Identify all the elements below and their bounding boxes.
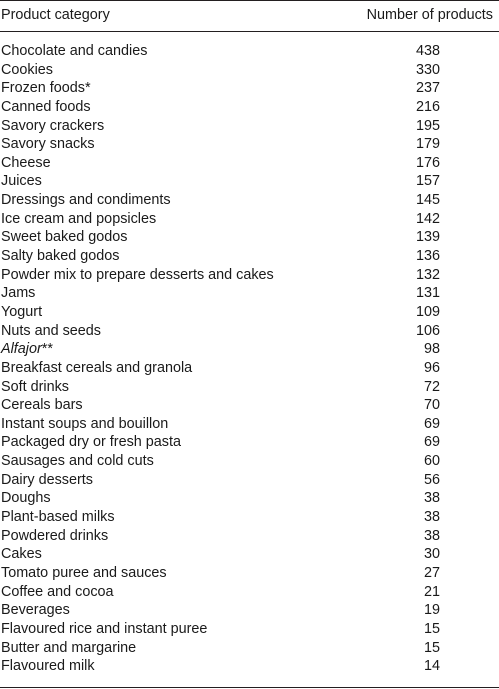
row-category [1,601,70,620]
row-category-text: Savory crackers [1,117,105,134]
table-row [0,601,499,620]
table-row [0,657,499,676]
row-category-text: Juices [1,173,42,190]
row-category-text: Ice cream and popsicles [1,210,157,227]
row-category [1,154,51,173]
row-count: 142 [415,210,440,227]
row-count: 69 [423,415,440,432]
row-category-text: Flavoured rice and instant puree [1,620,208,637]
row-count: 38 [423,527,440,544]
table-row [0,135,499,154]
row-category-text: Dressings and condiments [1,192,171,209]
table-row [0,42,499,61]
row-category-text: Powder mix to prepare desserts and cakes [1,266,274,283]
row-category [1,284,35,303]
row-category-text: Cookies [1,61,53,78]
row-category-text: Soft drinks [1,378,69,395]
row-count: 15 [423,639,440,656]
row-category-text: Cereals bars [1,397,83,414]
row-category-text: Powdered drinks [1,527,109,544]
row-count: 15 [423,620,440,637]
row-category-text: Butter and margarine [1,639,137,656]
table-row [0,545,499,564]
row-category [1,452,154,471]
row-count: 237 [415,80,440,97]
table-row [0,210,499,229]
row-count: 106 [415,322,440,339]
table-row [0,620,499,639]
row-category-text: Sausages and cold cuts [1,453,154,470]
row-category [1,378,69,397]
row-count: 27 [423,564,440,581]
row-count: 21 [423,583,440,600]
row-category-text: Dairy desserts [1,471,93,488]
row-count: 38 [423,509,440,526]
row-category-text: Savory snacks [1,136,95,153]
row-count: 96 [423,359,440,376]
row-category [1,545,42,564]
table-row [0,98,499,117]
row-category-text: Packaged dry or fresh pasta [1,434,181,451]
table-row [0,415,499,434]
table-row [0,639,499,658]
row-category-text: Doughs [1,490,51,507]
row-category [1,191,171,210]
row-category-text: Canned foods [1,98,91,115]
row-category [1,340,53,359]
row-category [1,508,115,527]
row-category-text: Breakfast cereals and granola [1,359,193,376]
table-row [0,527,499,546]
row-category [1,639,136,658]
row-category [1,61,53,80]
row-category [1,657,95,676]
row-category [1,527,108,546]
table-row [0,266,499,285]
row-count: 216 [415,98,440,115]
table-row [0,154,499,173]
table-row [0,247,499,266]
row-category [1,322,101,341]
row-category-footnote-mark: ** [41,341,53,358]
column-header-category: Product category [1,7,110,23]
row-category [1,210,156,229]
table-row [0,172,499,191]
table-row [0,228,499,247]
row-category [1,415,168,434]
row-count: 139 [415,229,440,246]
table-row [0,322,499,341]
row-category [1,620,207,639]
table-bottom-rule [0,687,499,688]
table-row [0,303,499,322]
row-count: 98 [423,341,440,358]
row-count: 195 [415,117,440,134]
row-category [1,172,42,191]
row-category [1,396,83,415]
row-category [1,98,91,117]
row-count: 157 [415,173,440,190]
row-category [1,79,91,98]
table-row [0,117,499,136]
row-category [1,42,147,61]
row-category [1,359,192,378]
row-category-text: Salty baked godos [1,248,120,265]
row-count: 136 [415,248,440,265]
table-row [0,191,499,210]
table-row [0,452,499,471]
row-category [1,135,95,154]
row-count: 38 [423,490,440,507]
table-row [0,396,499,415]
row-count: 60 [423,453,440,470]
row-count: 56 [423,471,440,488]
row-category-text: Instant soups and bouillon [1,415,169,432]
table-row [0,340,499,359]
row-count: 438 [415,43,440,59]
row-category-text: Cakes [1,546,42,563]
row-category-text: Tomato puree and sauces [1,564,167,581]
row-count: 19 [423,602,440,619]
table-header [0,0,499,31]
table-row [0,284,499,303]
row-category [1,489,51,508]
row-category [1,303,42,322]
table-row [0,433,499,452]
table-header-rule [0,31,499,32]
table-row [0,508,499,527]
row-category-text: Nuts and seeds [1,322,101,339]
row-category-text: Coffee and cocoa [1,583,114,600]
row-category [1,583,114,602]
row-category-text: Alfajor [1,341,42,358]
column-header-count: Number of products [366,7,493,23]
table-row [0,79,499,98]
row-category-text: Plant-based milks [1,509,115,526]
row-count: 132 [415,266,440,283]
row-category [1,266,274,285]
row-count: 70 [423,397,440,414]
row-count: 179 [415,136,440,153]
row-category-text: Yogurt [1,303,43,320]
row-count: 145 [415,192,440,209]
row-category [1,117,104,136]
row-category-text: Cheese [1,154,51,171]
table-row [0,378,499,397]
table-row [0,489,499,508]
row-category-text: Flavoured milk [1,658,95,675]
row-count: 30 [423,546,440,563]
table-row [0,61,499,80]
row-category [1,564,167,583]
row-category-text: Frozen foods* [1,80,91,97]
row-count: 330 [415,61,440,78]
row-count: 14 [423,658,440,675]
row-count: 72 [423,378,440,395]
row-count: 69 [423,434,440,451]
table-row [0,471,499,490]
row-category-text: Jams [1,285,36,302]
row-count: 109 [415,303,440,320]
row-category [1,228,127,247]
row-count: 131 [415,285,440,302]
row-category-text: Chocolate and candies [1,43,148,59]
table-body [0,42,499,676]
row-category-text: Beverages [1,602,70,619]
row-category [1,247,119,266]
row-category [1,433,181,452]
table-row [0,359,499,378]
row-category [1,471,93,490]
row-category-text: Sweet baked godos [1,229,128,246]
table-row [0,564,499,583]
table-row [0,583,499,602]
row-count: 176 [415,154,440,171]
